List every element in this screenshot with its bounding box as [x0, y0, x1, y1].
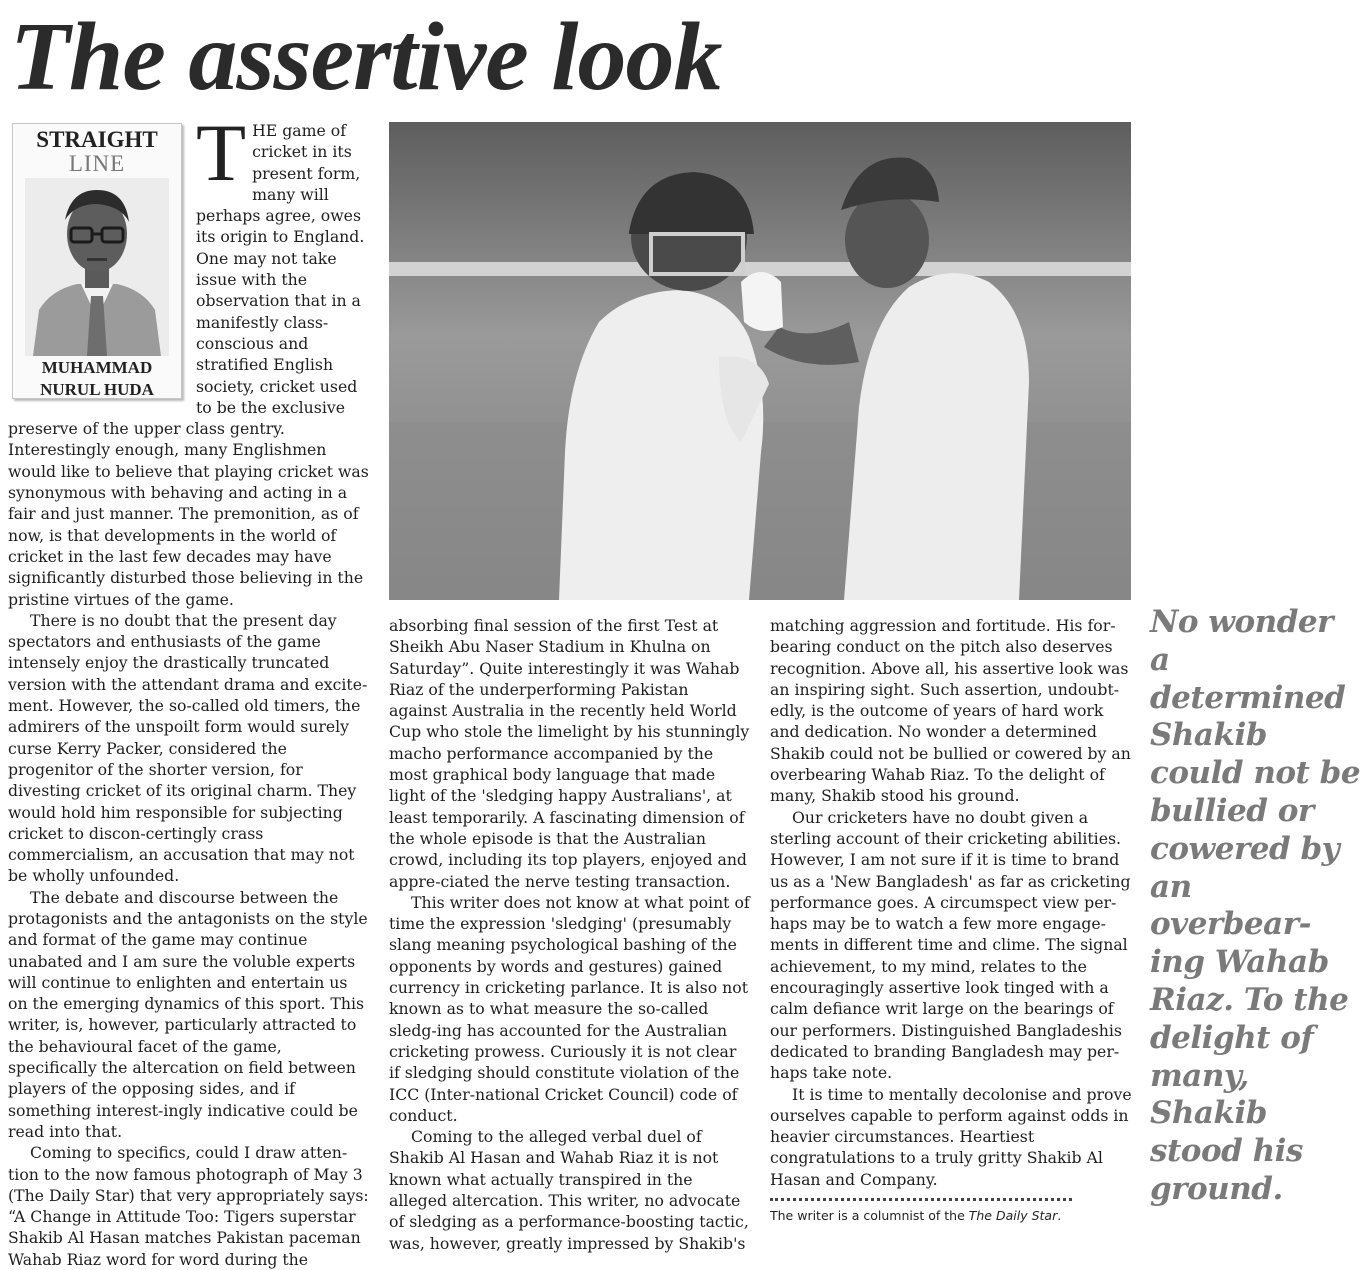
dotted-divider [770, 1198, 1072, 1201]
column-logo-box [12, 123, 182, 399]
paragraph-2: There is no doubt that the present day spectators and enthusiasts of the game intensely enjoy the drastically truncated version with the attendant drama and excite-ment. However, the so-called old timers, the admirers of the unspoilt form would surely curse Kerry Packer, considered the progenitor of the shorter version, for divesting cricket of its original charm. They would hold him responsible for subjecting cricket to discon-certingly crass commercialism, an accusation that may not be wholly unfounded. [8, 610, 368, 886]
author-name-line-2: NURUL HUDA [40, 380, 154, 399]
column-title-line: LINE [68, 151, 126, 176]
author-name-line-1: MUHAMMAD [41, 358, 153, 377]
paragraph-3: The debate and discourse between the protagonists and the antagonists on the style and format of the game may continue unabated and I am sure the voluble experts will continue to enlighten and entertain us on the emerging dynamics of this sport. This writer, is, however, particularly attracted to the behavioural facet of the game, specifically the altercation on field between players of the opposing sides, and if something interest-ingly indicative could be read into that. [8, 887, 368, 1141]
column-title-straight: STRAIGHT [36, 127, 158, 152]
paragraph-5: This writer does not know at what point of time the expression 'sledging' (presumably slang meaning psychological bashing of the opponents by words and gestures) gained currency in cricketing parlance. It is also not known as to what measure the so-called sledg-ing has accounted for the Australian cricketing prowess. Curiously it is not clear if sledging should constitute violation of the ICC (Inter-national Cricket Council) code of conduct. [389, 892, 750, 1125]
paragraph-4-continued: absorbing final session of the first Test at Sheikh Abu Naser Stadium in Khulna on Saturday”. Quite interestingly it was Wahab Riaz of the underperforming Pakistan against Australia in the recently held World Cup who stole the limelight by his stunningly macho performance accompanied by the most graphical body language that made light of the 'sledging happy Australians', at least temporarily. A fascinating dimension of the whole episode is that the Australian crowd, including its top players, enjoyed and appre-ciated the nerve testing transaction. [389, 616, 750, 891]
drop-cap: T [196, 107, 247, 198]
credit-publication: The Daily Star [968, 1208, 1058, 1223]
paragraph-7: Our cricketers have no doubt given a sterling account of their cricketing abilities. However, I am not sure if it is time to brand us as a 'New Bangladesh' as far as cricketing performance goes. A circumspect view per-haps may be to watch a few more engage-ments in different time and clime. The signal achievement, to my mind, relates to the encouragingly assertive look tinged with a calm defiance writ large on the bearings of our performers. Distinguished Bangladeshis dedicated to branding Bangladesh may per-haps take note. [770, 807, 1131, 1083]
credit-prefix: The writer is a columnist of the [770, 1208, 969, 1223]
article-column-2 [389, 615, 751, 1254]
author-credit [770, 1208, 1061, 1224]
author-portrait [25, 178, 169, 356]
pull-quote: No wonder a determined Shakib could not be bullied or cowered by an overbear-ing Wahab Riaz. To the delight of many, Shakib stood his ground. [1150, 604, 1361, 1207]
credit-suffix: . [1057, 1208, 1062, 1223]
article-column-3 [770, 615, 1132, 1190]
paragraph-6: Coming to the alleged verbal duel of Shakib Al Hasan and Wahab Riaz it is not known what actually transpired in the alleged altercation. This writer, no advocate of sledging as a performance-boosting tactic, was, however, greatly impressed by Shakib's [389, 1127, 749, 1253]
paragraph-8: It is time to mentally decolonise and prove ourselves capable to perform against odds in heavier circumstances. Heartiest congratulations to a truly gritty Shakib Al Hasan and Company. [770, 1084, 1132, 1189]
cricket-photo [389, 122, 1131, 600]
paragraph-1-text: HE game of cricket in its present form, many will perhaps agree, owes its origin to England. One may not take issue with the observation that in a manifestly class-conscious and stratified English society, cricket used to be the exclusive preserve of the upper class gentry. Interestingly enough, many Englishmen would like to believe that playing cricket was synonymous with behaving and acting in a fair and just manner. The premonition, as of now, is that developments in the world of cricket in the last few decades may have significantly disturbed those believing in the pristine virtues of the game. [8, 121, 369, 609]
article-column-1 [8, 107, 370, 1270]
paragraph-6-continued: matching aggression and fortitude. His for-bearing conduct on the pitch also deserves recognition. Above all, his assertive look was an inspiring sight. Such assertion, undoubt-edly, is the outcome of years of hard work and dedication. No wonder a determined Shakib could not be bullied or cowered by an overbearing Wahab Riaz. To the delight of many, Shakib stood his ground. [770, 616, 1131, 806]
paragraph-4: Coming to specifics, could I draw atten-tion to the now famous photograph of May 3 (The Daily Star) that very appropriately says: “A Change in Attitude Too: Tigers superstar Shakib Al Hasan matches Pakistan paceman Wahab Riaz word for word during the [8, 1143, 369, 1269]
headline: The assertive look [10, 3, 722, 111]
